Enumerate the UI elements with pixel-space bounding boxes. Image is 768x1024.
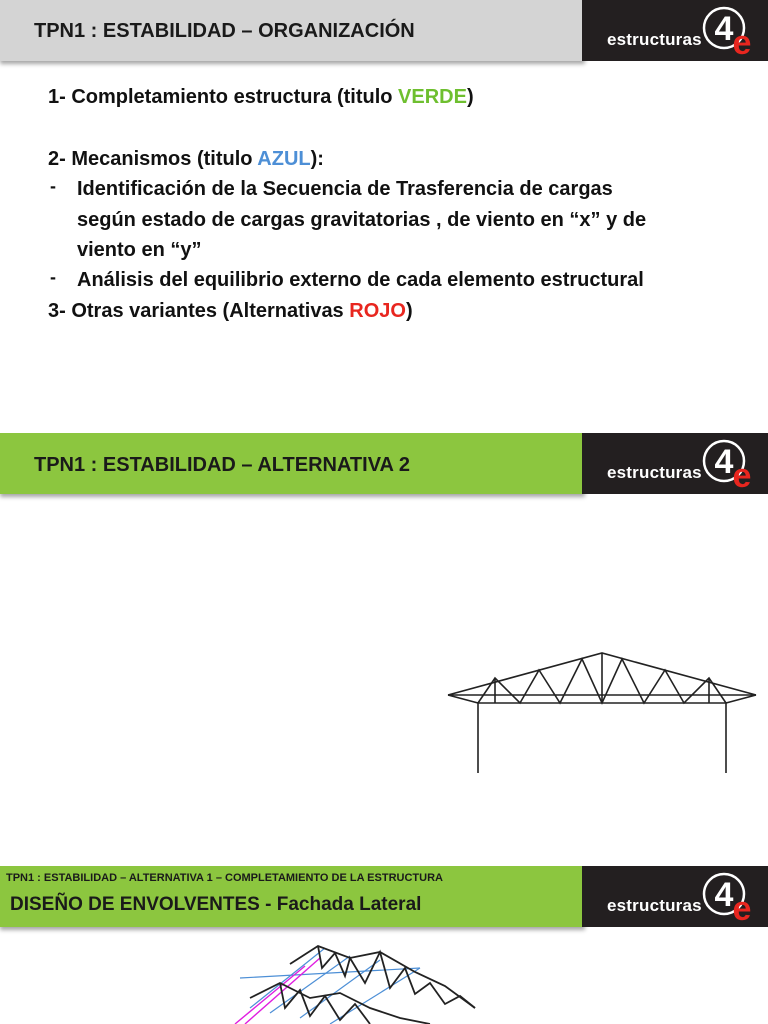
logo-4e-icon <box>700 437 756 491</box>
svg-text:4: 4 <box>714 10 734 48</box>
logo-text: estructuras <box>607 896 702 915</box>
item-3-text: 3- Otras variantes (Alternativas <box>48 300 350 322</box>
logo-text: estructuras <box>607 463 702 482</box>
slide-subtitle: TPN1 : ESTABILIDAD – ALTERNATIVA 1 – COMPLETAMIENTO DE LA ESTRUCTURA <box>6 872 443 884</box>
item-2 <box>48 148 324 171</box>
item-1 <box>48 86 474 109</box>
svg-text:4: 4 <box>714 443 734 481</box>
slide-title: DISEÑO DE ENVOLVENTES - Fachada Lateral <box>10 894 422 915</box>
isometric-truss-structure <box>0 503 470 833</box>
truss-elevation <box>440 643 762 778</box>
item-1-text: 1- Completamiento estructura (titulo <box>48 86 399 108</box>
slide-alternativa-2 <box>0 433 768 853</box>
slide-organizacion <box>0 0 768 420</box>
bullet-2: Análisis del equilibrio externo de cada elemento estructural <box>77 269 644 291</box>
item-1-suffix: ) <box>466 86 474 108</box>
bullet-mark: - <box>50 176 56 196</box>
item-3-suffix: ) <box>405 300 413 322</box>
slide-header <box>0 0 768 61</box>
logo-4e-icon <box>700 870 756 924</box>
svg-text:4: 4 <box>714 876 734 914</box>
slide-title: TPN1 : ESTABILIDAD – ALTERNATIVA 2 <box>34 454 410 476</box>
slide-header <box>0 433 768 494</box>
slide-title: TPN1 : ESTABILIDAD – ORGANIZACIÓN <box>34 20 415 42</box>
bullet-1-line-2: según estado de cargas gravitatorias , de viento en “x” y de <box>77 209 647 231</box>
envolvente-structure-drawing <box>230 938 480 1024</box>
logo <box>582 866 768 927</box>
logo-text: estructuras <box>607 30 702 49</box>
bullet-1-line-1: Identificación de la Secuencia de Trasferencia de cargas <box>77 178 613 200</box>
item-1-color-word: VERDE <box>398 86 467 108</box>
item-2-color-word: AZUL <box>257 148 311 170</box>
item-3-color-word: ROJO <box>349 300 406 322</box>
bullet-1-line-3: viento en “y” <box>77 239 202 261</box>
slide-header <box>0 866 768 927</box>
item-3 <box>48 300 413 323</box>
logo <box>582 0 768 61</box>
logo-4e-icon <box>700 4 756 58</box>
logo <box>582 433 768 494</box>
svg-text:e: e <box>732 890 752 924</box>
slide-envolventes <box>0 866 768 1024</box>
bullet-mark: - <box>50 267 56 287</box>
svg-text:e: e <box>732 457 752 491</box>
svg-text:e: e <box>732 24 752 58</box>
item-2-suffix: ): <box>310 148 324 170</box>
item-2-text: 2- Mecanismos (titulo <box>48 148 258 170</box>
